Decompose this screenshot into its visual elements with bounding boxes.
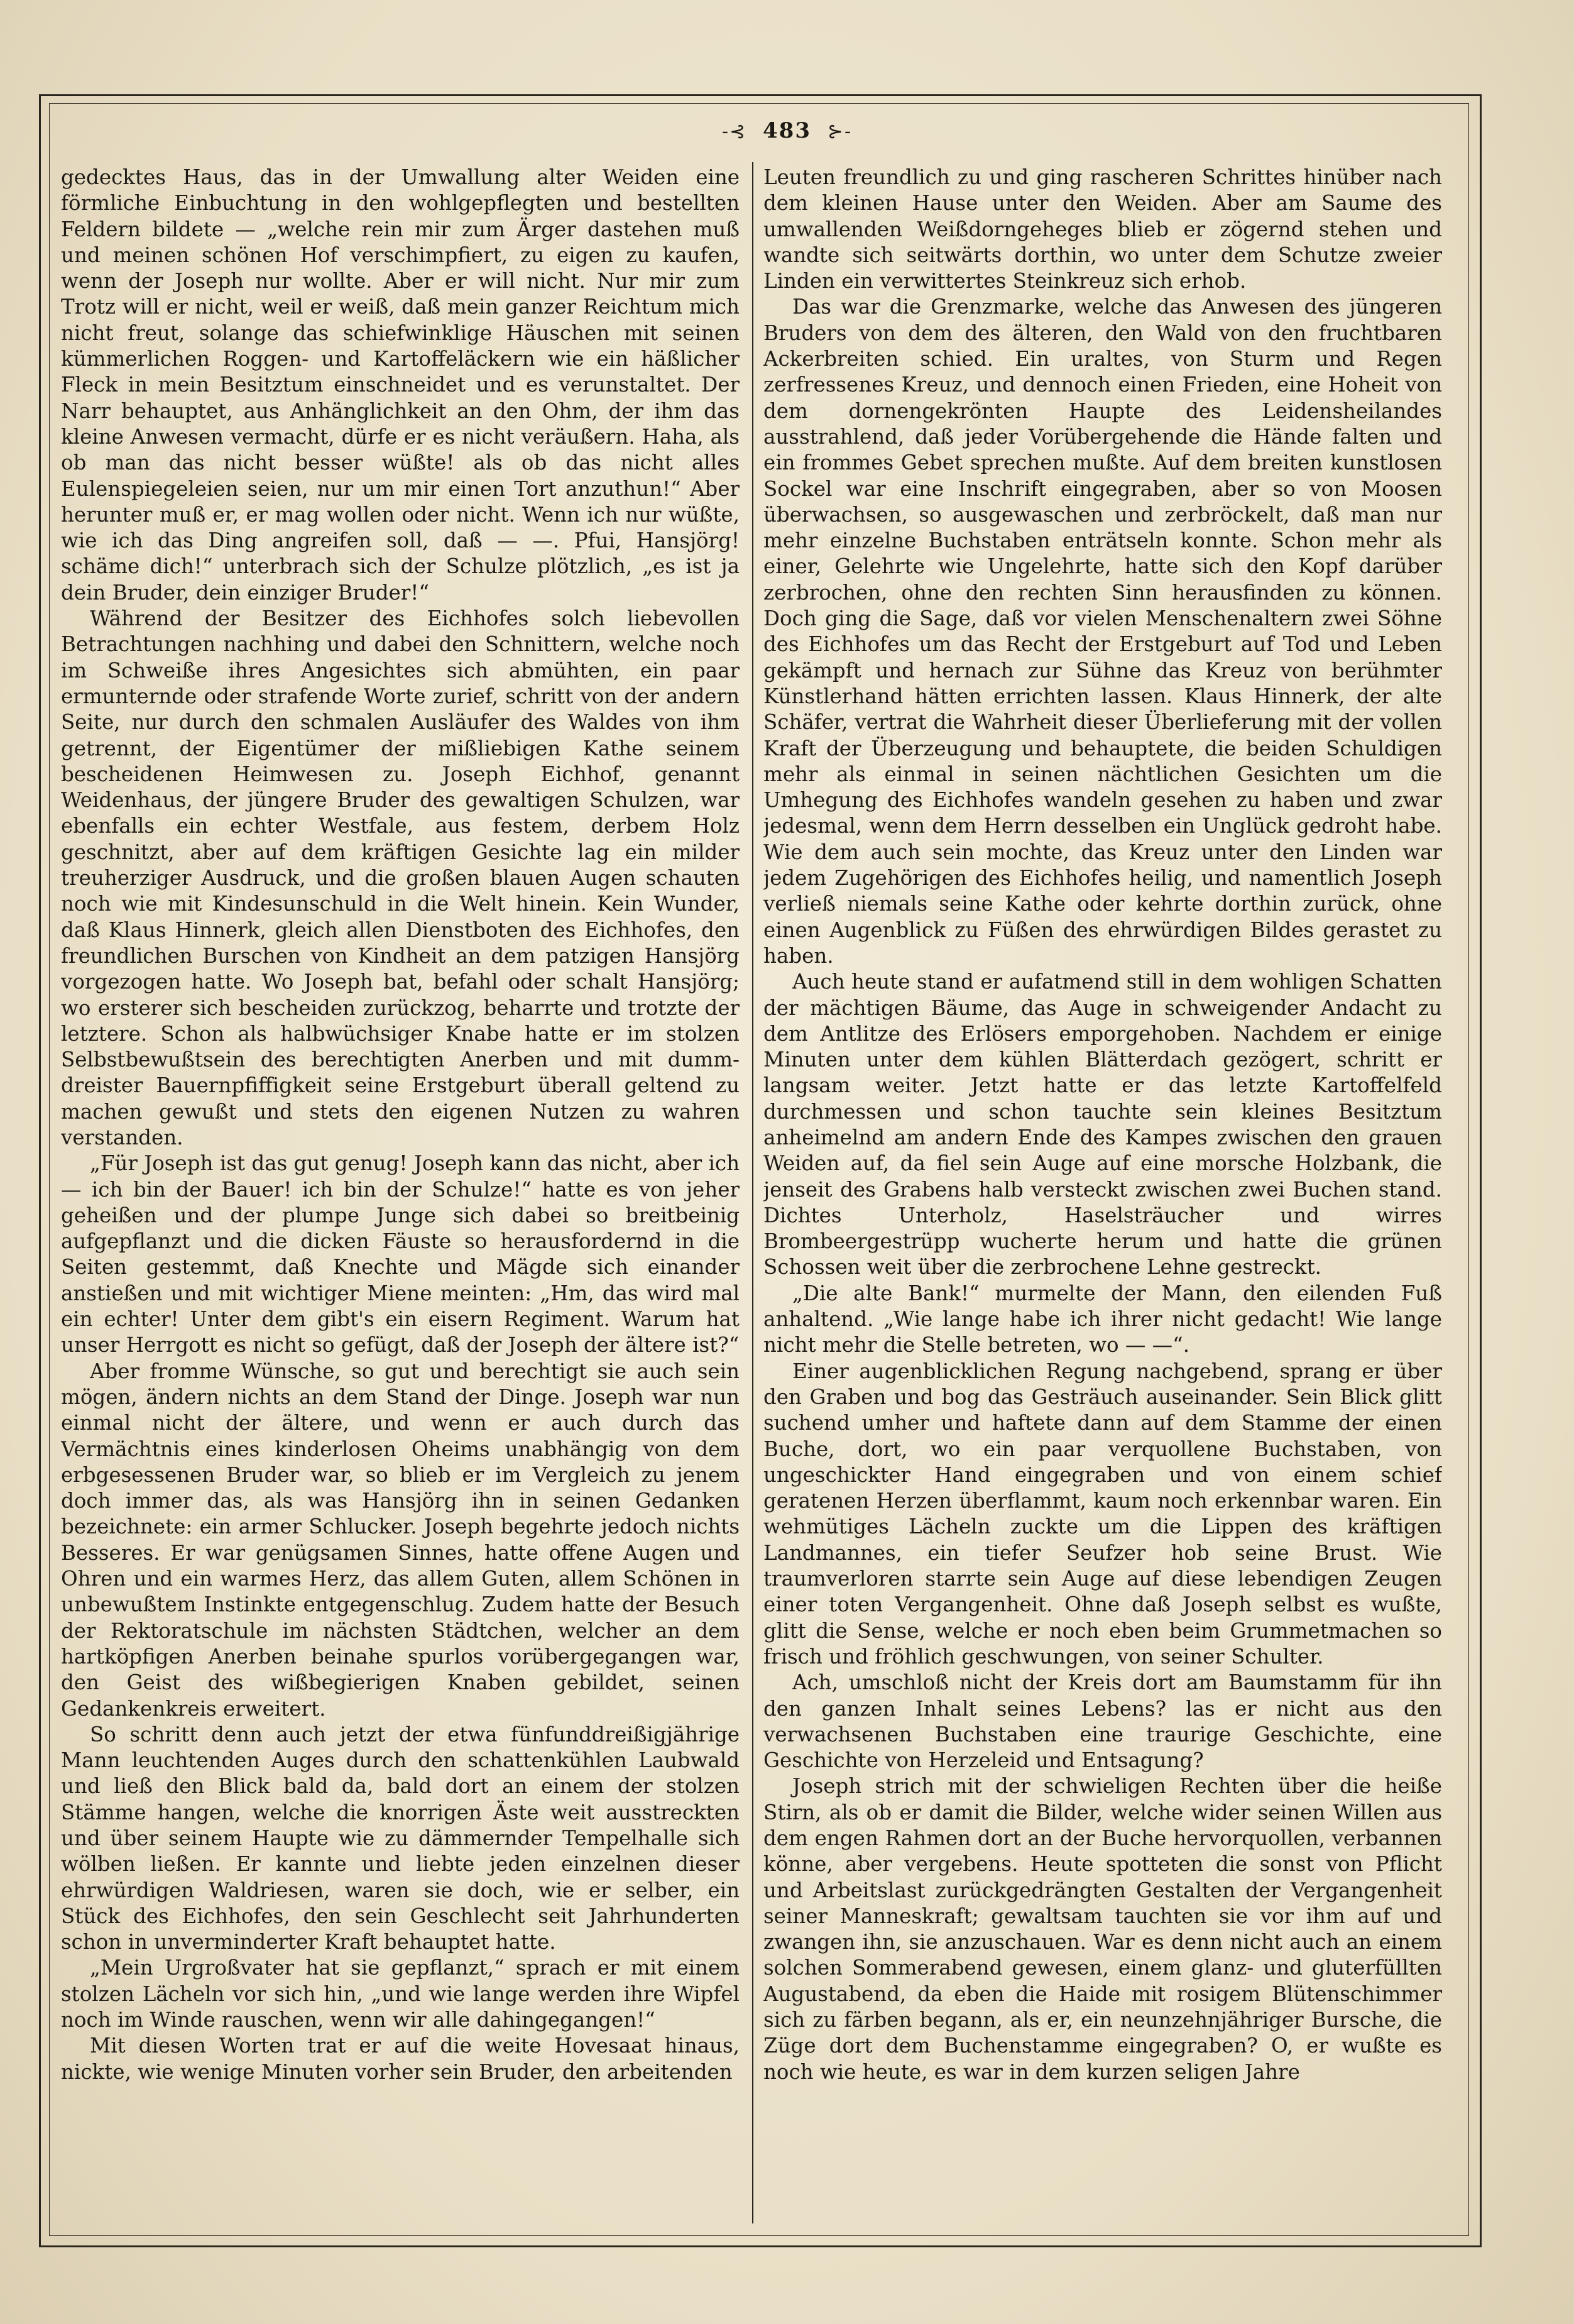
paragraph: „Mein Urgroßvater hat sie gepflanzt,“ sprach er mit einem stolzen Lächeln vor sich hin, „und wie lange werden ihre Wipfel noch im Winde rauschen, wenn wir alle dahingegangen!“ (61, 1956, 740, 2032)
paragraph: Das war die Grenzmarke, welche das Anwesen des jüngeren Bruders von dem des älteren, den Wald von den fruchtbaren Ackerbreiten schied. Ein uraltes, von Sturm und Regen zerfressenes Kreuz, und dennoch einen Frieden, eine Hoheit von dem dornengekrönten Haupte des Leidensheilandes ausstrahlend, daß jeder Vorübergehende die Hände falten und ein frommes Gebet sprechen mußte. Auf dem breiten kunstlosen Sockel war eine Inschrift eingegraben, aber so von Moosen überwachsen, so ausgewaschen und zerbröckelt, daß man nur mehr einzelne Buchstaben enträtseln konnte. Schon mehr als einer, Gelehrte wie Ungelehrte, hatte sich den Kopf darüber zerbrochen, ohne den rechten Sinn herausfinden zu können. Doch ging die Sage, daß vor vielen Menschenaltern zwei Söhne des Eichhofes um das Recht der Erstgeburt auf Tod und Leben gekämpft und hernach zur Sühne das Kreuz von berühmter Künstlerhand hätten errichten lassen. Klaus Hinnerk, der alte Schäfer, vertrat die Wahrheit dieser Überlieferung mit der vollen Kraft der Überzeugung und behauptete, die beiden Schuldigen mehr als einmal in seinen nächtlichen Gesichten um die Umhegung des Eichhofes wandeln gesehen zu haben und zwar jedesmal, wenn dem Herrn desselben ein Unglück gedroht habe. Wie dem auch sein mochte, das Kreuz unter den Linden war jedem Zugehörigen des Eichhofes heilig, und namentlich Joseph verließ niemals seine Kathe oder kehrte dorthin zurück, ohne einen Augenblick zu Füßen des ehrwürdigen Bildes gerastet zu haben. (763, 295, 1442, 968)
paragraph: Leuten freundlich zu und ging rascheren Schrittes hinüber nach dem kleinen Hause unter den Weiden. Aber am Saume des umwallenden Weißdorngeheges blieb er zögernd stehen und wandte sich seitwärts dorthin, wo unter dem Schutze zweier Linden ein verwittertes Steinkreuz sich erhob. (763, 165, 1442, 293)
paragraph: gedecktes Haus, das in der Umwallung alter Weiden eine förmliche Einbuchtung in den wohlgepflegten und bestellten Feldern bildete — „welche rein mir zum Ärger dastehen muß und meinen schönen Hof verschimpfiert, zu eigen zu kaufen, wenn der Joseph nur wollte. Aber er will nicht. Nur mir zum Trotz will er nicht, weil er weiß, daß mein ganzer Reichtum mich nicht freut, solange das schiefwinklige Häuschen mit seinen kümmerlichen Roggen- und Kartoffeläckern wie ein häßlicher Fleck in mein Besitztum einschneidet und es verunstaltet. Der Narr behauptet, aus Anhänglichkeit an den Ohm, der ihm das kleine Anwesen vermacht, dürfe er es nicht veräußern. Haha, als ob man das nicht besser wüßte! als ob das nicht alles Eulenspiegeleien seien, nur um mir einen Tort anzuthun!“ Aber herunter muß er, er mag wollen oder nicht. Wenn ich nur wüßte, wie ich das Ding angreifen soll, daß — —. Pfui, Hansjörg! schäme dich!“ unterbrach sich der Schulze plötzlich, „es ist ja dein Bruder, dein einziger Bruder!“ (61, 165, 740, 605)
paragraph: Joseph strich mit der schwieligen Rechten über die heiße Stirn, als ob er damit die Bilder, welche wider seinen Willen aus dem engen Rahmen dort an der Buche hervorquollen, verbannen könne, aber vergebens. Heute spotteten die sonst von Pflicht und Arbeitslast zurückgedrängten Gestalten der Vergangenheit seiner Manneskraft; gewaltsam tauchten sie vor ihm auf und zwangen ihn, sie anzuschauen. War es denn nicht auch an einem solchen Sommerabend gewesen, einem glanz- und gluterfüllten Augustabend, da eben die Haide mit rosigem Blütenschimmer sich zu färben begann, als er, ein neunzehnjähriger Bursche, die Züge dort dem Buchenstamme eingegraben? O, er wußte es noch wie heute, es war in dem kurzen seligen Jahre (763, 1774, 1442, 2084)
paragraph: „Die alte Bank!“ murmelte der Mann, den eilenden Fuß anhaltend. „Wie lange habe ich ihrer nicht gedacht! Wie lange nicht mehr die Stelle betreten, wo — —“. (763, 1281, 1442, 1357)
ornament-left-icon: -⊰ (721, 121, 747, 143)
ornament-right-icon: ⊱- (827, 121, 853, 143)
paragraph: Ach, umschloß nicht der Kreis dort am Baumstamm für ihn den ganzen Inhalt seines Lebens? las er nicht aus den verwachsenen Buchstaben eine traurige Geschichte, eine Geschichte von Herzeleid und Entsagung? (763, 1670, 1442, 1773)
page-number: 483 (763, 118, 811, 143)
paragraph: So schritt denn auch jetzt der etwa fünfunddreißigjährige Mann leuchtenden Auges durch den schattenkühlen Laubwald und ließ den Blick bald da, bald dort an einem der stolzen Stämme hangen, welche die knorrigen Äste weit ausstreckten und über seinem Haupte wie zu dämmernder Tempelhalle sich wölben ließen. Er kannte und liebte jeden einzelnen dieser ehrwürdigen Waldriesen, waren sie doch, wie er selber, ein Stück des Eichhofes, den sein Geschlecht seit Jahrhunderten schon in unverminderter Kraft behauptet hatte. (61, 1722, 740, 1954)
page-header (0, 118, 1574, 143)
paragraph: Während der Besitzer des Eichhofes solch liebevollen Betrachtungen nachhing und dabei den Schnittern, welche noch im Schweiße ihres Angesichtes sich abmühten, ein paar ermunternde oder strafende Worte zurief, schritt von der andern Seite, nur durch den schmalen Ausläufer des Waldes von ihm getrennt, der Eigentümer der mißliebigen Kathe seinem bescheidenen Heimwesen zu. Joseph Eichhof, genannt Weidenhaus, der jüngere Bruder des gewaltigen Schulzen, war ebenfalls ein echter Westfale, aus festem, derbem Holz geschnitzt, aber auf dem kräftigen Gesichte lag ein milder treuherziger Ausdruck, und die großen blauen Augen schauten noch wie mit Kindesunschuld in die Welt hinein. Kein Wunder, daß Klaus Hinnerk, gleich allen Dienstboten des Eichhofes, den freundlichen Burschen von Kindheit an dem patzigen Hansjörg vorgezogen hatte. Wo Joseph bat, befahl oder schalt Hansjörg; wo ersterer sich bescheiden zurückzog, beharrte und trotzte der letztere. Schon als halbwüchsiger Knabe hatte er im stolzen Selbstbewußtsein des berechtigten Anerben und mit dumm-dreister Bauernpfiffigkeit seine Erstgeburt überall geltend zu machen gewußt und stets den eigenen Nutzen zu wahren verstanden. (61, 606, 740, 1149)
paragraph: „Für Joseph ist das gut genug! Joseph kann das nicht, aber ich — ich bin der Bauer! ich bin der Schulze!“ hatte es von jeher geheißen und der plumpe Junge sich dabei so breitbeinig aufgepflanzt und die dicken Fäuste so herausfordernd in die Seiten gestemmt, daß Knechte und Mägde sich einander anstießen und mit wichtiger Miene meinten: „Hm, das wird mal ein echter! Unter dem gibt's ein eisern Regiment. Warum hat unser Herrgott es nicht so gefügt, daß der Joseph der ältere ist?“ (61, 1151, 740, 1357)
paragraph: Mit diesen Worten trat er auf die weite Hovesaat hinaus, nickte, wie wenige Minuten vorher sein Bruder, den arbeitenden (61, 2034, 740, 2084)
paragraph: Einer augenblicklichen Regung nachgebend, sprang er über den Graben und bog das Gesträuch auseinander. Sein Blick glitt suchend umher und haftete dann auf dem Stamme der einen Buche, dort, wo ein paar verquollene Buchstaben, von ungeschickter Hand eingegraben und von einem schief geratenen Herzen überflammt, kaum noch erkennbar waren. Ein wehmütiges Lächeln zuckte um die Lippen des kräftigen Landmannes, ein tiefer Seufzer hob seine Brust. Wie traumverloren starrte sein Auge auf diese lebendigen Zeugen einer toten Vergangenheit. Ohne daß Joseph selbst es wußte, glitt die Sense, welche er noch eben beim Grummetmachen so frisch und fröhlich geschwungen, von seiner Schulter. (763, 1359, 1442, 1669)
paragraph: Auch heute stand er aufatmend still in dem wohligen Schatten der mächtigen Bäume, das Auge in schweigender Andacht zu dem Antlitze des Erlösers emporgehoben. Nachdem er einige Minuten unter dem kühlen Blätterdach gezögert, schritt er langsam weiter. Jetzt hatte er das letzte Kartoffelfeld durchmessen und schon tauchte sein kleines Besitztum anheimelnd am andern Ende des Kampes zwischen den grauen Weiden auf, da fiel sein Auge auf eine morsche Holzbank, die jenseit des Grabens halb versteckt zwischen zwei Buchen stand. Dichtes Unterholz, Haselsträucher und wirres Brombeergestrüpp wucherte herum und hatte die grünen Schossen weit über die zerbrochene Lehne gestreckt. (763, 970, 1442, 1280)
left-column (61, 165, 740, 2220)
paragraph: Aber fromme Wünsche, so gut und berechtigt sie auch sein mögen, ändern nichts an dem Stand der Dinge. Joseph war nun einmal nicht der ältere, und wenn er auch durch das Vermächtnis eines kinderlosen Oheims unabhängig von dem erbgesessenen Bruder war, so blieb er im Vergleich zu jenem doch immer das, als was Hansjörg ihn in seinen Gedanken bezeichnete: ein armer Schlucker. Joseph begehrte jedoch nichts Besseres. Er war genügsamen Sinnes, hatte offene Augen und Ohren und ein warmes Herz, das allem Guten, allem Schönen in unbewußtem Instinkte entgegenschlug. Zudem hatte der Besuch der Rektoratschule im nächsten Städtchen, welcher an dem hartköpfigen Anerben beinahe spurlos vorübergegangen war, den Geist des wißbegierigen Knaben gebildet, seinen Gedankenkreis erweitert. (61, 1359, 740, 1721)
column-divider (752, 162, 753, 2223)
right-column (763, 165, 1442, 2220)
